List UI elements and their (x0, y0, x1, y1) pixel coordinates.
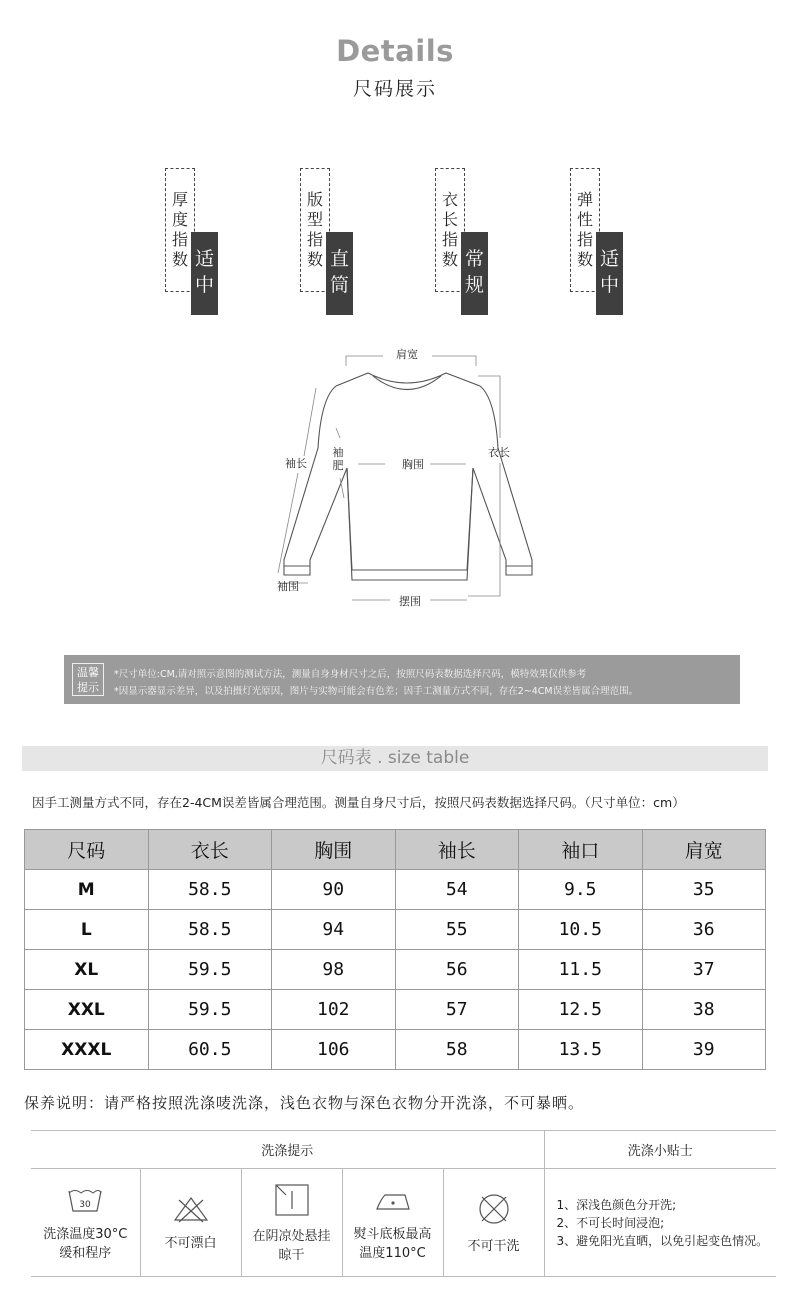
cell-size: XXXL (25, 1030, 149, 1070)
label-sleeve-width-2: 肥 (332, 459, 344, 472)
no-bleach-label: 不可漂白 (164, 1236, 217, 1251)
cell-sleeve: 56 (395, 950, 519, 990)
label-cuff: 袖围 (277, 580, 299, 593)
warm-tips-badge: 温馨提示 (72, 663, 104, 696)
thickness-index (165, 168, 225, 318)
cell-shoulder: 36 (642, 910, 766, 950)
size-table (24, 829, 766, 1070)
cell-cuff: 10.5 (519, 910, 643, 950)
washing-tips (544, 1169, 776, 1277)
table-row (25, 950, 766, 990)
sweater-diagram (270, 338, 545, 613)
cell-length: 59.5 (148, 990, 272, 1030)
col-length: 衣长 (148, 830, 272, 870)
table-row (25, 990, 766, 1030)
no-bleach-cell (140, 1169, 241, 1277)
cell-cuff: 13.5 (519, 1030, 643, 1070)
index-value: 直筒 (326, 232, 353, 315)
cell-shoulder: 37 (642, 950, 766, 990)
dry-shade-label-1: 在阴凉处悬挂 (252, 1228, 331, 1244)
cell-shoulder: 39 (642, 1030, 766, 1070)
fit-index (300, 168, 360, 318)
title-en: Details (336, 34, 454, 68)
washing-table (31, 1130, 776, 1277)
cell-length: 58.5 (148, 870, 272, 910)
cell-sleeve: 58 (395, 1030, 519, 1070)
title-cn: 尺码展示 (352, 78, 437, 100)
table-row (25, 910, 766, 950)
dry-shade-label-2: 晾干 (278, 1247, 305, 1263)
wash-30-label-2: 缓和程序 (59, 1245, 112, 1261)
cell-shoulder: 38 (642, 990, 766, 1030)
wash-temp: 30 (79, 1199, 91, 1210)
dry-shade-cell (241, 1169, 342, 1277)
cell-sleeve: 57 (395, 990, 519, 1030)
warm-tips-banner (64, 655, 740, 704)
cell-cuff: 12.5 (519, 990, 643, 1030)
wash-30-label-1: 洗涤温度30°C (43, 1226, 128, 1242)
iron-cell (342, 1169, 443, 1277)
col-chest: 胸围 (272, 830, 396, 870)
index-label: 版型指数 (306, 190, 323, 269)
wash-tip-3: 3、避免阳光直晒，以免引起变色情况。 (556, 1233, 769, 1248)
iron-label-1: 熨斗底板最高 (353, 1226, 432, 1242)
cell-chest: 102 (272, 990, 396, 1030)
index-value: 常规 (461, 232, 488, 315)
wash-30-cell (31, 1169, 140, 1277)
label-sleeve-width: 袖 (332, 446, 344, 459)
no-dry-clean-label: 不可干洗 (467, 1239, 520, 1254)
cell-cuff: 11.5 (519, 950, 643, 990)
cell-length: 58.5 (148, 910, 272, 950)
cell-length: 59.5 (148, 950, 272, 990)
cell-size: XXL (25, 990, 149, 1030)
length-index (435, 168, 495, 318)
label-shoulder: 肩宽 (396, 348, 418, 361)
label-chest: 胸围 (402, 458, 424, 471)
elasticity-index (570, 168, 630, 318)
cell-size: XL (25, 950, 149, 990)
no-bleach-icon (171, 1194, 211, 1224)
care-instructions: 保养说明：请严格按照洗涤唛洗涤，浅色衣物与深色衣物分开洗涤，不可暴晒。 (24, 1094, 585, 1112)
dry-shade-icon (272, 1183, 312, 1217)
index-value: 适中 (191, 232, 218, 315)
iron-label-2: 温度110°C (359, 1245, 426, 1261)
index-label: 衣长指数 (441, 190, 458, 269)
table-row (25, 1030, 766, 1070)
cell-chest: 98 (272, 950, 396, 990)
col-shoulder: 肩宽 (642, 830, 766, 870)
index-label: 弹性指数 (576, 190, 593, 269)
no-dry-clean-cell (443, 1169, 544, 1277)
label-sleeve-length: 袖长 (285, 457, 307, 470)
cell-size: L (25, 910, 149, 950)
index-value: 适中 (596, 232, 623, 315)
label-hem: 摆围 (399, 595, 421, 608)
size-table-note: 因手工测量方式不同，存在2-4CM误差皆属合理范围。测量自身尺寸后，按照尺码表数据选择尺码。（尺寸单位：cm） (32, 795, 685, 810)
cell-chest: 90 (272, 870, 396, 910)
washing-head-left: 洗涤提示 (31, 1131, 544, 1169)
washing-head-right: 洗涤小贴士 (544, 1131, 776, 1169)
no-dry-clean-icon (474, 1191, 514, 1227)
cell-size: M (25, 870, 149, 910)
tips-line-2: *因显示器显示差异，以及拍摄灯光原因，图片与实物可能会有色差；因手工测量方式不同，存在2~4CM误差皆属合理范围。 (114, 686, 639, 697)
col-size: 尺码 (25, 830, 149, 870)
index-label: 厚度指数 (171, 190, 188, 269)
label-body-length: 衣长 (488, 446, 510, 459)
cell-sleeve: 54 (395, 870, 519, 910)
tips-line-1: *尺寸单位:CM,请对照示意图的测试方法，测量自身身材尺寸之后，按照尺码表数据选择尺码，模特效果仅供参考 (114, 669, 587, 680)
cell-chest: 106 (272, 1030, 396, 1070)
wash-tip-2: 2、不可长时间浸泡; (556, 1215, 665, 1230)
wash-tip-1: 1、深浅色颜色分开洗; (556, 1197, 677, 1212)
table-row (25, 870, 766, 910)
cell-cuff: 9.5 (519, 870, 643, 910)
cell-chest: 94 (272, 910, 396, 950)
wash-30-icon (65, 1185, 105, 1215)
cell-shoulder: 35 (642, 870, 766, 910)
col-cuff: 袖口 (519, 830, 643, 870)
cell-length: 60.5 (148, 1030, 272, 1070)
iron-icon (373, 1185, 413, 1215)
col-sleeve: 袖长 (395, 830, 519, 870)
cell-sleeve: 55 (395, 910, 519, 950)
size-table-band: 尺码表 . size table (22, 746, 768, 771)
